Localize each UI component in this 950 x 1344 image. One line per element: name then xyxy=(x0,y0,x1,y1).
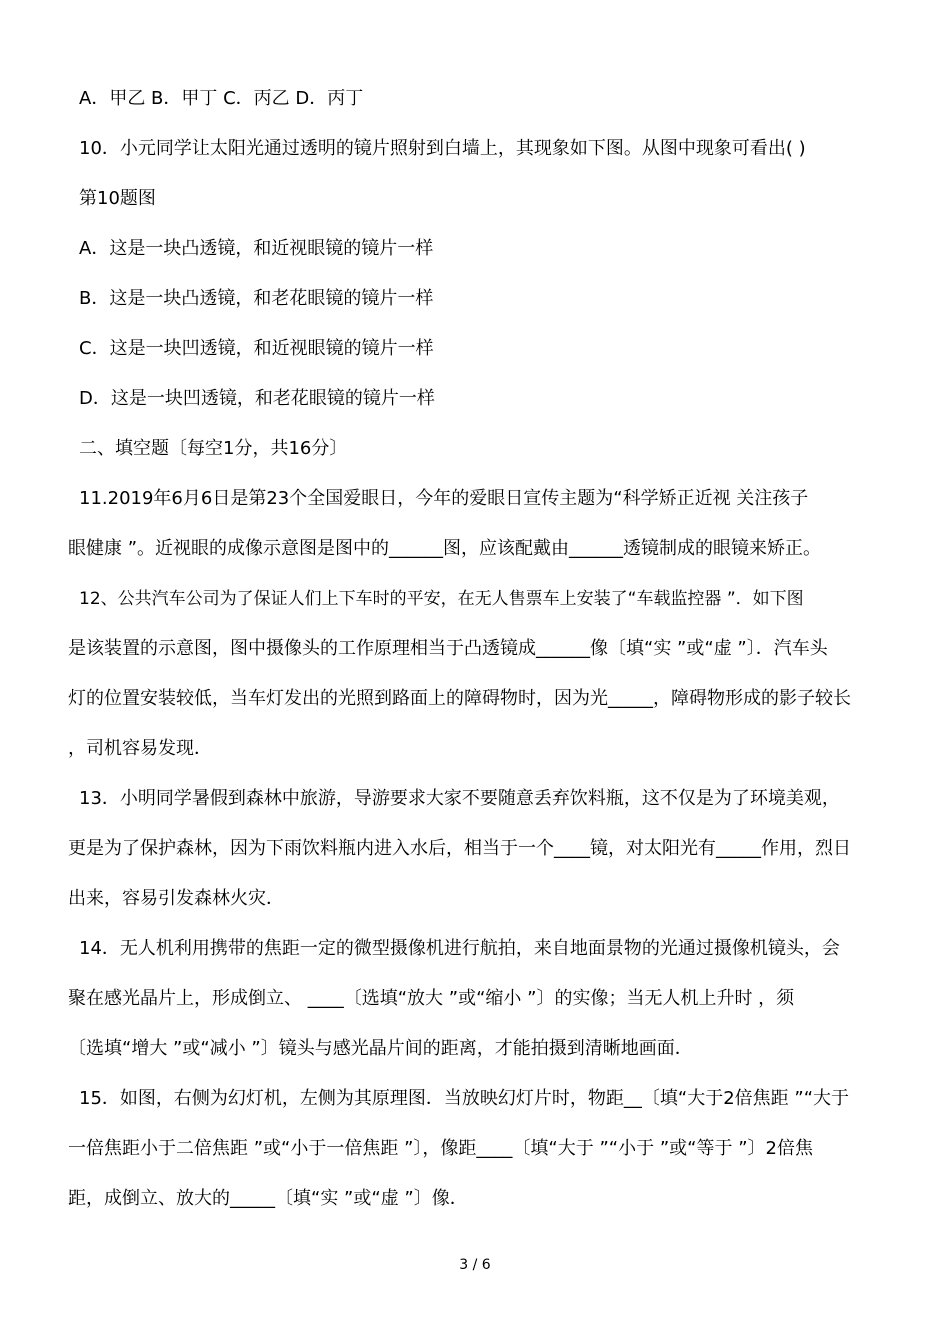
q14-line2: 聚在感光晶片上，形成倒立、 ____〔选填“放大 ”或“缩小 ”〕的实像；当无人机上升时 ，须 xyxy=(68,988,795,1009)
q12-line1: 12、公共汽车公司为了保证人们上下车时的平安，在无人售票车上安装了“车载监控器 ”．如下图 xyxy=(79,589,804,609)
q10-option-d: D．这是一块凹透镜，和老花眼镜的镜片一样 xyxy=(79,388,435,409)
q11-line2: 眼健康 ”。近视眼的成像示意图是图中的______图，应该配戴由______透镜制成的眼镜来矫正。 xyxy=(68,538,822,559)
q13-line2: 更是为了保护森林，因为下雨饮料瓶内进入水后，相当于一个____镜，对太阳光有_____作用，烈日 xyxy=(68,838,851,859)
q10-option-c: C．这是一块凹透镜，和近视眼镜的镜片一样 xyxy=(79,338,434,359)
q13-line1: 13．小明同学暑假到森林中旅游，导游要求大家不要随意丢弃饮料瓶，这不仅是为了环境美观， xyxy=(79,788,840,809)
q14-line1: 14．无人机利用携带的焦距一定的微型摄像机进行航拍，来自地面景物的光通过摄像机镜头，会 xyxy=(79,938,840,959)
page-number: 3 / 6 xyxy=(459,1257,491,1273)
section-heading: 二、填空题〔每空1分，共16分〕 xyxy=(79,438,348,459)
q10-option-a: A．这是一块凸透镜，和近视眼镜的镜片一样 xyxy=(79,238,434,259)
q13-line3: 出来，容易引发森林火灾． xyxy=(68,888,284,909)
q10-option-b: B．这是一块凸透镜，和老花眼镜的镜片一样 xyxy=(79,288,434,309)
q14-line3: 〔选填“增大 ”或“减小 ”〕镜头与感光晶片间的距离，才能拍摄到清晰地画面． xyxy=(68,1038,693,1059)
q11-line1: 11.2019年6月6日是第23个全国爱眼日，今年的爱眼日宣传主题为“科学矫正近视 关注孩子 xyxy=(79,488,809,509)
q9-options: A．甲乙 B．甲丁 C．丙乙 D．丙丁 xyxy=(79,88,364,109)
q10-stem: 10．小元同学让太阳光通过透明的镜片照射到白墙上，其现象如下图。从图中现象可看出( ) xyxy=(79,138,806,159)
q15-line1: 15．如图，右侧为幻灯机，左侧为其原理图．当放映幻灯片时，物距__〔填“大于2倍焦距 ”“大于 xyxy=(79,1088,850,1109)
q10-figure-caption: 第10题图 xyxy=(79,188,156,209)
q12-line2: 是该装置的示意图，图中摄像头的工作原理相当于凸透镜成______像〔填“实 ”或“虚 ”〕．汽车头 xyxy=(68,638,828,659)
q12-line4: ，司机容易发现． xyxy=(68,738,212,759)
q12-line3: 灯的位置安装较低，当车灯发出的光照到路面上的障碍物时，因为光_____，障碍物形成的影子较长 xyxy=(68,688,851,709)
q15-line2: 一倍焦距小于二倍焦距 ”或“小于一倍焦距 ”〕，像距____〔填“大于 ”“小于 ”或“等于 ”〕2倍焦 xyxy=(68,1138,813,1159)
q15-line3: 距，成倒立、放大的_____〔填“实 ”或“虚 ”〕像． xyxy=(68,1188,468,1209)
